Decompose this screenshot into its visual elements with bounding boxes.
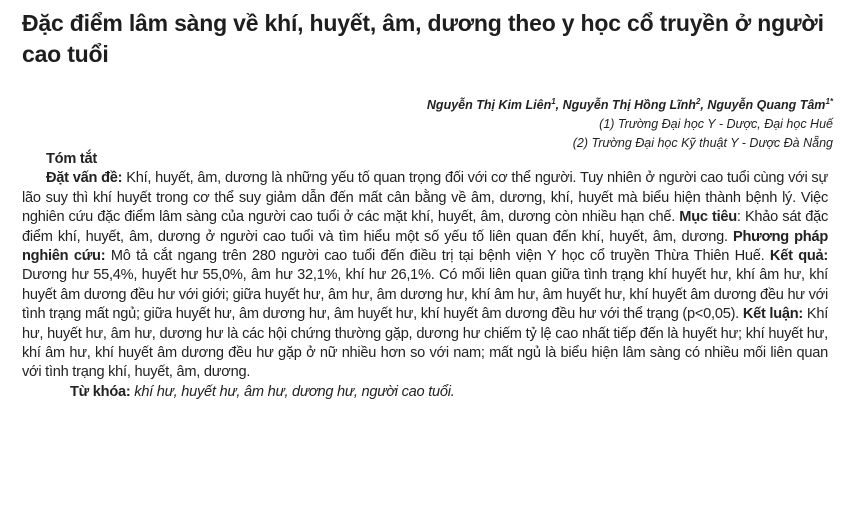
abstract-heading: Tóm tắt	[46, 151, 97, 167]
author-name: Nguyễn Thị Hồng Lĩnh	[562, 98, 696, 113]
author-name: Nguyễn Quang Tâm	[707, 98, 826, 113]
paper-title: Đặc điểm lâm sàng về khí, huyết, âm, dương theo y học cổ truyền ở người cao tuổi	[22, 10, 824, 67]
abstract	[22, 150, 828, 402]
section-text: Khí, huyết, âm, dương là những yếu tố quan trọng đối với cơ thể người. Tuy nhiên ở người cao tuổi cùng với sự lão suy thì khí huyết trong cơ thể suy giảm dẫn đến mất cân bằng về âm, dương, khí, huyết mà biểu hiện thành bệnh lý. Việc nghiên cứu đặc điểm lâm sàng của người cao tuổi ở các mặt khí, huyết, âm, dương còn nhiều hạn chế.	[22, 170, 828, 226]
author-name: Nguyễn Thị Kim Liên	[426, 98, 552, 113]
section-label: Đặt vấn đề:	[46, 170, 123, 187]
keywords-text: khí hư, huyết hư, âm hư, dương hư, người cao tuổi.	[130, 383, 455, 400]
author-list: Nguyễn Thị Kim Liên$^1$, Nguyễn Thị Hồng Lĩnh$^2$, Nguyễn Quang Tâm$^{1*}$	[426, 97, 833, 113]
section-text: Mô tả cắt ngang trên 280 người cao tuổi đến điều trị tại bệnh viện Y học cổ truyền Thừa Thiên Huế.	[105, 248, 770, 265]
section-text: Dương hư 55,4%, huyết hư 55,0%, âm hư 32,1%, khí hư 26,1%. Có mối liên quan giữa tình trạng khí huyết hư, khí âm hư, khí huyết âm dương đều hư với giới; giữa huyết hư, âm hư, âm dương hư, khí âm hư, âm huyết hư, khí huyết âm dương đều hư với tình trạng mất ngủ; giữa huyết hư, âm dương hư, âm huyết hư, khí huyết âm dương đều hư với thể trạng (p<0,05).	[22, 267, 828, 323]
section-label: Phương pháp nghiên cứu:	[22, 228, 828, 265]
section-text: Khí hư, huyết hư, âm hư, dương hư là các hội chứng thường gặp, dương hư chiếm tỷ lệ cao nhất tiếp đến là huyết hư; khí huyết hư, khí âm hư, khí huyết âm dương đều hư gặp ở nữ nhiều hơn so với nam; mất ngủ là biểu hiện lâm sàng có nhiều mối liên quan với tình trạng khí, huyết, âm, dương.	[22, 306, 828, 381]
authors-block	[427, 92, 833, 153]
section-text: : Khảo sát đặc điểm khí, huyết, âm, dương ở người cao tuổi và tìm hiểu một số yếu tố liên quan đến khí, huyết, âm, dương.	[22, 209, 829, 245]
section-label: Kết quả:	[769, 248, 829, 265]
abstract-body	[22, 169, 828, 382]
author-affil-sup: 2	[695, 97, 701, 106]
affiliation: (2) Trường Đại học Kỹ thuật Y - Dược Đà Nẵng	[572, 136, 833, 151]
author-affil-sup: 1*	[825, 97, 833, 106]
author-affil-sup: 1	[551, 97, 556, 106]
section-label: Mục tiêu	[679, 209, 737, 226]
affiliation: (1) Trường Đại học Y - Dược, Đại học Huế	[599, 117, 833, 132]
keywords-label: Từ khóa:	[70, 383, 131, 400]
section-label: Kết luận:	[742, 306, 804, 323]
keywords	[22, 383, 828, 402]
